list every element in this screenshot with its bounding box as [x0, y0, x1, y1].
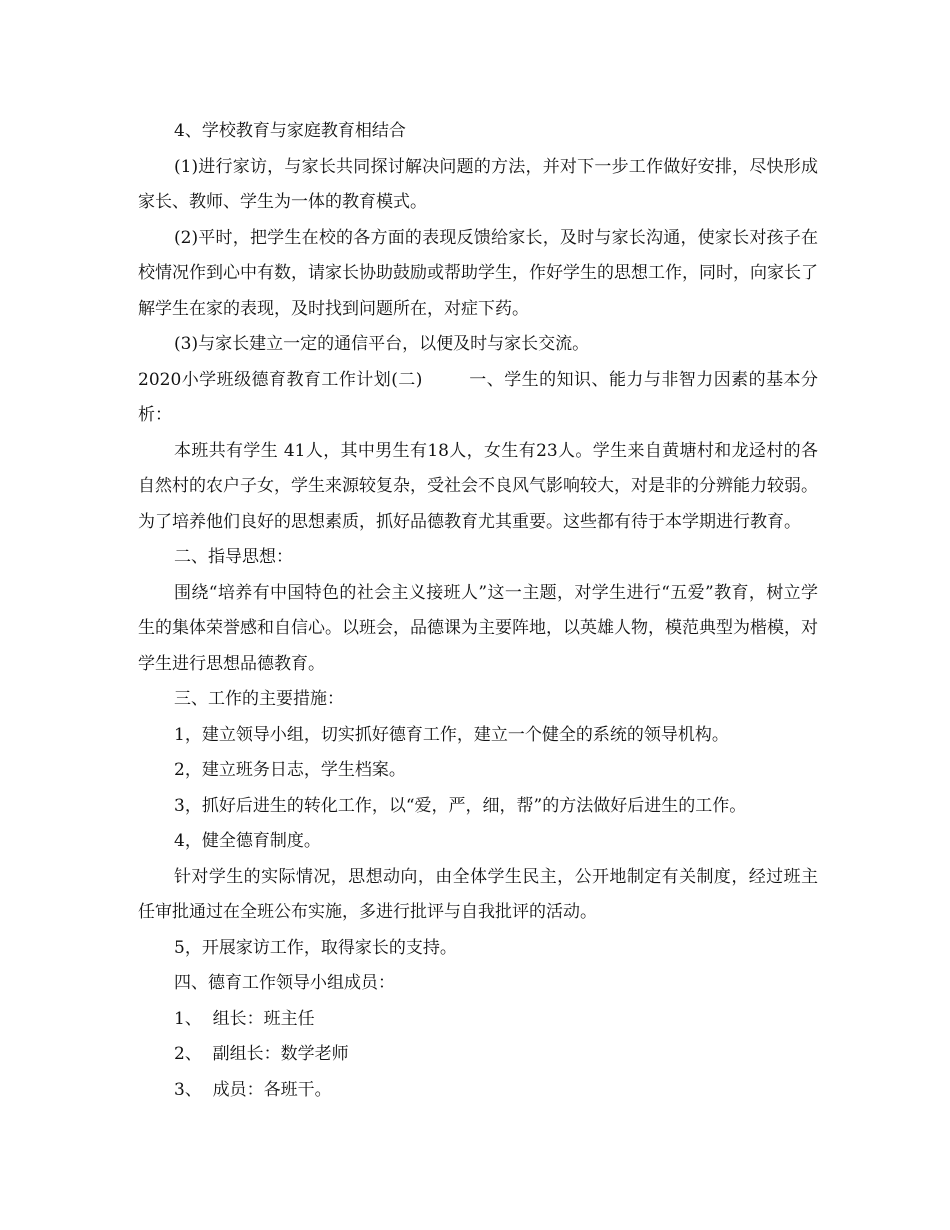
- paragraph: (1)进行家访，与家长共同探讨解决问题的方法，并对下一步工作做好安排，尽快形成家长、教师、学生为一体的教育模式。: [138, 156, 818, 212]
- paragraph: 5，开展家访工作，取得家长的支持。: [174, 937, 457, 958]
- paragraph: 2、 副组长：数学老师: [174, 1044, 349, 1064]
- paragraph: 三、工作的主要措施：: [174, 689, 344, 709]
- paragraph: 二、指导思想：: [174, 547, 293, 567]
- section-heading-paragraph: 2020小学班级德育教育工作计划(二) 一、学生的知识、能力与非智力因素的基本分析：: [138, 369, 818, 425]
- paragraph: 4，健全德育制度。: [174, 831, 321, 851]
- paragraph: (2)平时，把学生在校的各方面的表现反馈给家长，及时与家长沟通，使家长对孩子在校情况作到心中有数，请家长协助鼓励或帮助学生，作好学生的思想工作，同时，向家长了解学生在家的表现，及时找到问题所在，对症下药。: [138, 227, 818, 319]
- paragraph: 围绕“培养有中国特色的社会主义接班人”这一主题，对学生进行“五爱”教育，树立学生的集体荣誉感和自信心。以班会，品德课为主要阵地，以英雄人物，模范典型为楷模，对学生进行思想品德教育。: [138, 582, 818, 674]
- document-body: [138, 114, 818, 1108]
- paragraph: 4、学校教育与家庭教育相结合: [174, 121, 406, 141]
- paragraph: 2，建立班务日志，学生档案。: [174, 760, 406, 780]
- paragraph: 本班共有学生 41人，其中男生有18人，女生有23人。学生来自黄塘村和龙迳村的各自然村的农户子女，学生来源较复杂，受社会不良风气影响较大，对是非的分辨能力较弱。为了培养他们良好的思想素质，抓好品德教育尤其重要。这些都有待于本学期进行教育。: [138, 440, 818, 532]
- paragraph: 3，抓好后进生的转化工作，以“爱，严，细，帮”的方法做好后进生的工作。: [174, 795, 747, 816]
- paragraph: 针对学生的实际情况，思想动向，由全体学生民主，公开地制定有关制度，经过班主任审批通过在全班公布实施，多进行批评与自我批评的活动。: [138, 866, 818, 922]
- paragraph: 1，建立领导小组，切实抓好德育工作，建立一个健全的系统的领导机构。: [174, 724, 729, 745]
- paragraph: 3、 成员：各班干。: [174, 1079, 332, 1100]
- paragraph: (3)与家长建立一定的通信平台，以便及时与家长交流。: [174, 334, 590, 354]
- paragraph: 1、 组长：班主任: [174, 1008, 315, 1029]
- paragraph: 四、德育工作领导小组成员：: [174, 973, 395, 993]
